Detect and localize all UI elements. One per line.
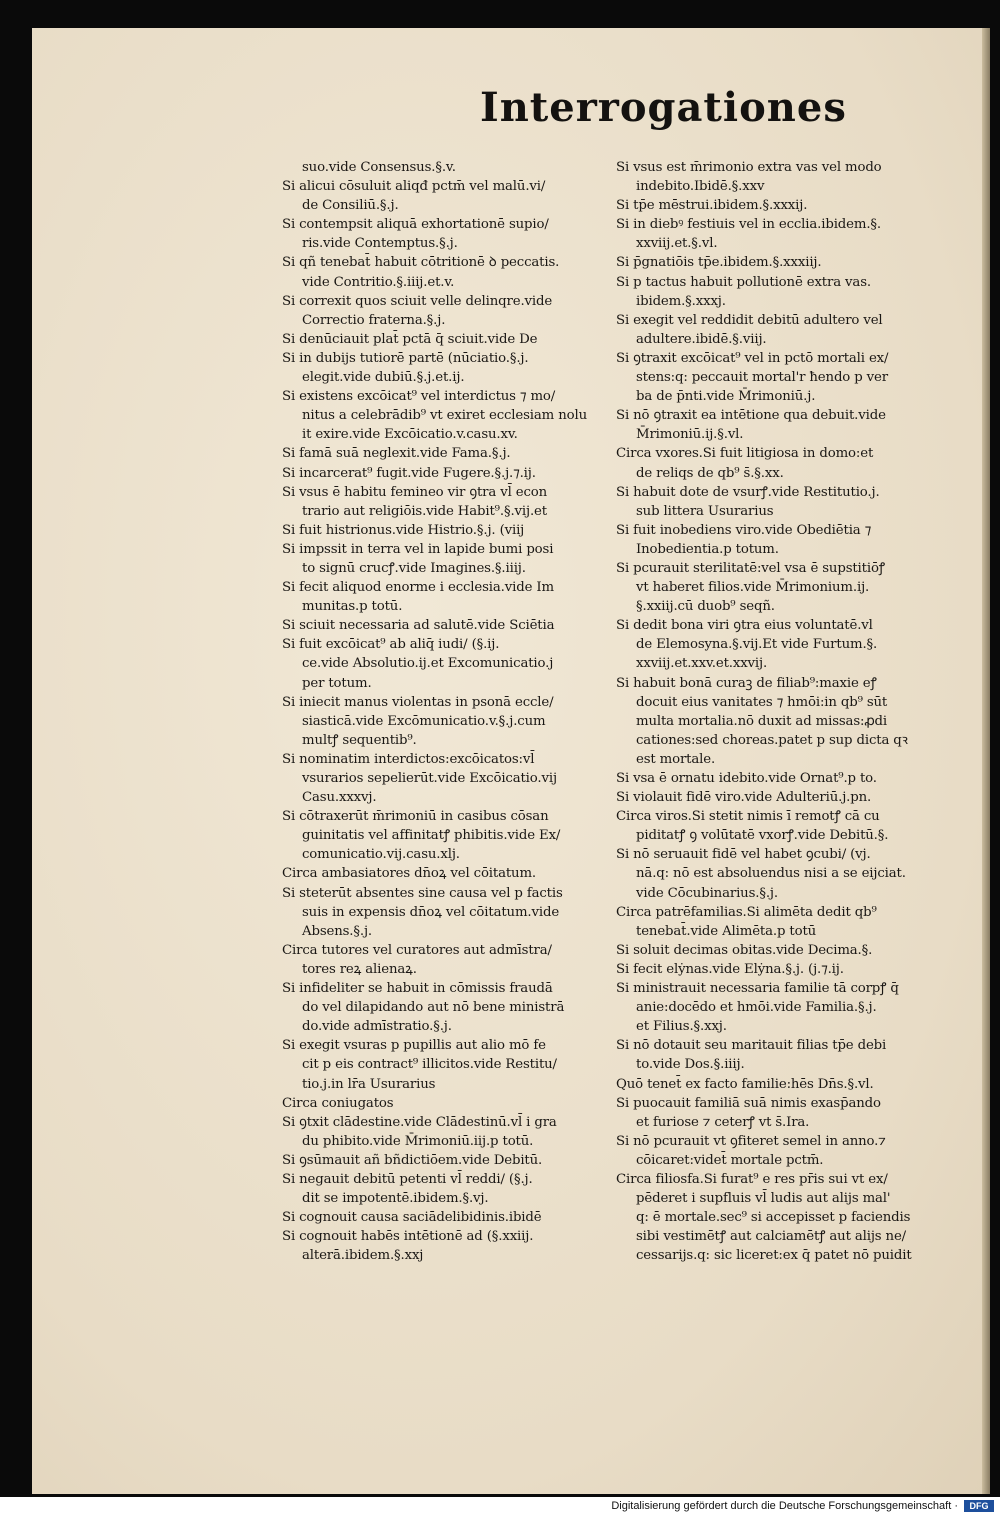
text-line: du phibito.vide M̄rimoniū.iij.p totū.	[302, 1133, 534, 1149]
text-line: Si in diebꝰ festiuis vel in ecclia.ibidem.§.	[616, 217, 881, 233]
text-line: adultere.ibidē.§.viij.	[636, 331, 767, 347]
text-line: ibidem.§.xxxj.	[636, 293, 726, 309]
text-line: Si negauit debitū petenti vl̄ reddi/ (§.j.	[282, 1171, 533, 1187]
right-column	[616, 158, 932, 1265]
text-line: to.vide Dos.§.iiij.	[636, 1057, 745, 1073]
text-line: ris.vide Contemptus.§.j.	[302, 236, 458, 252]
text-line: Si existens excōicat⁹ vel interdictus ⁊ mo/	[282, 389, 556, 405]
text-line: Si in dubijs tutiorē partē (nūciatio.§.j.	[282, 350, 529, 366]
text-line: Si vsus ē habitu femineo vir ꝯtra vl̄ econ	[282, 484, 548, 500]
text-line: multa mortalia.nō duxit ad missas:ꝓdi	[636, 713, 887, 729]
text-line: cit p eis contract⁹ illicitos.vide Restitu/	[302, 1057, 557, 1073]
text-line: Si qñ tenebat̄ habuit cōtritionē ꝺ peccatis.	[282, 255, 560, 271]
text-line: Si fuit excōicat⁹ ab aliq̄ iudi/ (§.ij.	[282, 637, 500, 653]
text-line: piditatꝭ ꝯ volūtatē vxorꝭ.vide Debitū.§.	[636, 828, 889, 844]
text-line: ba de p̄nti.vide M̄rimoniū.j.	[636, 389, 816, 405]
text-line: Si pcurauit sterilitatē:vel vsa ē supstitiōꝭ	[616, 560, 885, 576]
text-line: vide Contritio.§.iiij.et.v.	[302, 274, 455, 290]
text-line: de Elemosyna.§.vij.Et vide Furtum.§.	[636, 637, 878, 653]
text-line: Si nō pcurauit vt ꝯfiteret semel in anno.⁊	[616, 1133, 886, 1149]
text-line: Si nō seruauit fidē vel habet ꝯcubi/ (vj.	[616, 847, 871, 863]
text-line: sibi vestimētꝭ aut calciamētꝭ aut alijs ne/	[636, 1229, 907, 1245]
text-line: Inobedientia.p totum.	[636, 541, 779, 557]
text-line: Si fecit elẏnas.vide Elẏna.§.j. (j.⁊.ij.	[616, 961, 844, 977]
text-line: Si puocauit familiā suā nimis exasp̄ando	[616, 1095, 881, 1111]
text-line: Si vsa ē ornatu idebito.vide Ornat⁹.p to.	[616, 771, 877, 786]
text-line: Quō tenet̄ ex facto familie:hēs Dn̄s.§.vl.	[616, 1076, 874, 1092]
text-line: tenebat̄.vide Alimēta.p totū	[636, 923, 817, 939]
text-line: Si nō dotauit seu maritauit filias tp̄e debi	[616, 1038, 887, 1054]
text-line: Si steterūt absentes sine causa vel p factis	[282, 885, 563, 901]
text-line: Si cognouit habēs intētionē ad (§.xxiij.	[282, 1229, 534, 1245]
text-line: Circa tutores vel curatores aut admīstra/	[282, 942, 552, 958]
text-line: vsurarios sepelierūt.vide Excōicatio.vij	[302, 771, 557, 786]
dfg-logo: DFG	[964, 1500, 994, 1512]
text-line: pēderet i supfluis vl̄ ludis aut alijs mal'	[636, 1191, 891, 1207]
text-line: nā.q: nō est absoluendus nisi a se eijciat.	[636, 866, 906, 882]
text-line: suis in expensis dn̄oꝝ vel cōitatum.vide	[302, 904, 560, 920]
text-line: Si famā suā neglexit.vide Fama.§.j.	[282, 446, 511, 462]
text-line: munitas.p totū.	[302, 599, 403, 615]
text-line: cationes:sed choreas.patet p sup dicta qꝛ	[636, 732, 908, 748]
text-line: to signū crucꝭ.vide Imagines.§.iiij.	[302, 560, 526, 576]
text-line: cessarijs.q: sic liceret:ex q̄ patet nō puidit	[636, 1248, 912, 1264]
text-line: Si ꝯtraxit excōicat⁹ vel in pctō mortali ex/	[616, 350, 889, 366]
text-line: nitus a celebrādib⁹ vt exiret ecclesiam nolu	[302, 408, 588, 424]
text-line: Si soluit decimas obitas.vide Decima.§.	[616, 942, 873, 958]
text-line: Si fuit inobediens viro.vide Obediētia ⁊	[616, 522, 872, 538]
text-line: est mortale.	[636, 751, 716, 767]
text-line: Absens.§.j.	[302, 923, 372, 939]
text-line: Si dedit bona viri ꝯtra eius voluntatē.vl	[616, 618, 873, 634]
text-line: Si p̄gnatiōis tp̄e.ibidem.§.xxxiij.	[616, 255, 822, 271]
text-line: et furiose ⁊ ceterꝭ vt s̄.Ira.	[636, 1114, 810, 1130]
text-line: Circa viros.Si stetit nimis ī remotꝭ cā cu	[616, 809, 880, 825]
text-line: vide Cōcubinarius.§.j.	[636, 885, 778, 901]
text-line: Si incarcerat⁹ fugit.vide Fugere.§.j.⁊.ij.	[282, 465, 536, 481]
text-line: Correctio fraterna.§.j.	[302, 312, 446, 328]
text-line: Si impssit in terra vel in lapide bumi posi	[282, 541, 554, 557]
text-line: Circa vxores.Si fuit litigiosa in domo:et	[616, 446, 874, 462]
text-line: per totum.	[302, 675, 372, 691]
text-line: it exire.vide Excōicatio.v.casu.xv.	[302, 427, 518, 443]
text-line: multꝭ sequentib⁹.	[302, 732, 417, 748]
text-line: q: ē mortale.sec⁹ si accepisset p faciendis	[636, 1210, 911, 1226]
text-line: Si ꝯtxit clādestine.vide Clādestinū.vl̄ i gra	[282, 1114, 557, 1130]
text-line: Si p tactus habuit pollutionē extra vas.	[616, 274, 871, 290]
text-line: et Filius.§.xxj.	[636, 1019, 727, 1035]
text-line: do vel dilapidando aut nō bene ministrā	[302, 1000, 565, 1016]
text-line: Circa coniugatos	[282, 1095, 394, 1111]
text-line: Circa patrēfamilias.Si alimēta dedit qb⁹	[616, 904, 877, 920]
text-line: Si fuit histrionus.vide Histrio.§.j. (viij	[282, 522, 525, 538]
text-line: Si correxit quos sciuit velle delinqre.vide	[282, 293, 553, 309]
text-line: de reliqs de qb⁹ s̄.§.xx.	[636, 465, 784, 481]
text-line: Circa filiosfa.Si furat⁹ e res pr̄is sui vt ex/	[616, 1171, 888, 1187]
text-line: dit se impotentē.ibidem.§.vj.	[302, 1191, 489, 1207]
text-line: stens:q: peccauit mortal'r ħendo p ver	[636, 370, 888, 386]
text-line: Si alicui cōsuluit aliqđ pctm̄ vel malū.vi/	[282, 179, 546, 195]
text-line: Si ministrauit necessaria familie tā corpꝭ q̄	[616, 981, 899, 997]
text-line: Si nominatim interdictos:excōicatos:vl̄	[282, 751, 535, 767]
text-line: Circa ambasiatores dn̄oꝝ vel cōitatum.	[282, 866, 537, 882]
page-heading: Interrogationes	[480, 84, 847, 131]
footer-bar	[0, 1497, 1000, 1515]
text-line: elegit.vide dubiū.§.j.et.ij.	[302, 370, 465, 386]
text-line: indebito.Ibidē.§.xxv	[636, 179, 765, 195]
text-line: trario aut religiōis.vide Habit⁹.§.vij.et	[302, 503, 547, 519]
text-line: Si iniecit manus violentas in psonā eccle/	[282, 694, 554, 710]
text-line: xxviij.et.§.vl.	[636, 236, 718, 252]
text-line: alterā.ibidem.§.xxj	[302, 1248, 424, 1264]
text-line: de Consiliū.§.j.	[302, 198, 399, 214]
text-line: Si cōtraxerūt m̄rimoniū in casibus cōsan	[282, 809, 549, 825]
text-line: §.xxiij.cū duob⁹ seqñ.	[636, 599, 775, 615]
text-line: cōicaret:videt̄ mortale pctm̄.	[636, 1152, 824, 1168]
text-line: Si ꝯsūmauit añ bñdictiōem.vide Debitū.	[282, 1152, 543, 1168]
text-line: Si tp̄e mēstrui.ibidem.§.xxxij.	[616, 198, 808, 214]
text-line: vt haberet filios.vide M̄rimonium.ij.	[636, 580, 870, 596]
text-line: xxviij.et.xxv.et.xxvij.	[636, 656, 768, 672]
text-line: Si habuit bonā curaꝫ de filiab⁹:maxie eꝭ	[616, 675, 877, 691]
text-line: Si violauit fidē viro.vide Adulteriū.j.pn.	[616, 790, 872, 806]
text-line: sub littera Usurarius	[636, 503, 774, 519]
text-line: Casu.xxxvj.	[302, 790, 377, 806]
text-line: tores reꝝ alienaꝝ.	[302, 961, 417, 977]
text-line: docuit eius vanitates ⁊ hmōi:in qb⁹ sūt	[636, 694, 888, 710]
text-line: Si sciuit necessaria ad salutē.vide Sciētia	[282, 618, 555, 634]
text-line: Si habuit dote de vsurꝭ.vide Restitutio.j.	[616, 484, 880, 500]
text-line: Si denūciauit plat̄ pctā q̄ sciuit.vide De	[282, 331, 538, 347]
text-line: guinitatis vel affinitatꝭ phibitis.vide Ex/	[302, 828, 561, 844]
text-line: do.vide admīstratio.§.j.	[302, 1019, 452, 1035]
text-line: Si contempsit aliquā exhortationē supio/	[282, 217, 549, 233]
text-line: Si cognouit causa saciādelibidinis.ibidē	[282, 1210, 542, 1226]
left-column	[282, 158, 594, 1265]
text-line: ce.vide Absolutio.ij.et Excomunicatio.j	[302, 656, 554, 672]
text-line: Si exegit vel reddidit debitū adultero vel	[616, 312, 883, 328]
text-line: anie:docēdo et hmōi.vide Familia.§.j.	[636, 1000, 877, 1016]
page-edge	[982, 28, 990, 1494]
text-line: M̄rimoniū.ij.§.vl.	[636, 427, 744, 443]
text-line: siasticā.vide Excōmunicatio.v.§.j.cum	[302, 713, 546, 729]
text-line: Si vsus est m̄rimonio extra vas vel modo	[616, 160, 882, 175]
text-line: comunicatio.vij.casu.xlj.	[302, 847, 460, 863]
footer-credit: Digitalisierung gefördert durch die Deutsche Forschungsgemeinschaft ·	[611, 1500, 958, 1512]
text-line: Si infideliter se habuit in cōmissis fraudā	[282, 981, 553, 997]
text-line: tio.j.in lr̄a Usurarius	[302, 1076, 436, 1092]
text-line: Si fecit aliquod enorme i ecclesia.vide Im	[282, 580, 554, 596]
text-line: Si nō ꝯtraxit ea intētione qua debuit.vide	[616, 408, 886, 424]
text-line: Si exegit vsuras p pupillis aut alio mō fe	[282, 1038, 546, 1054]
text-line: suo.vide Consensus.§.v.	[302, 160, 456, 175]
